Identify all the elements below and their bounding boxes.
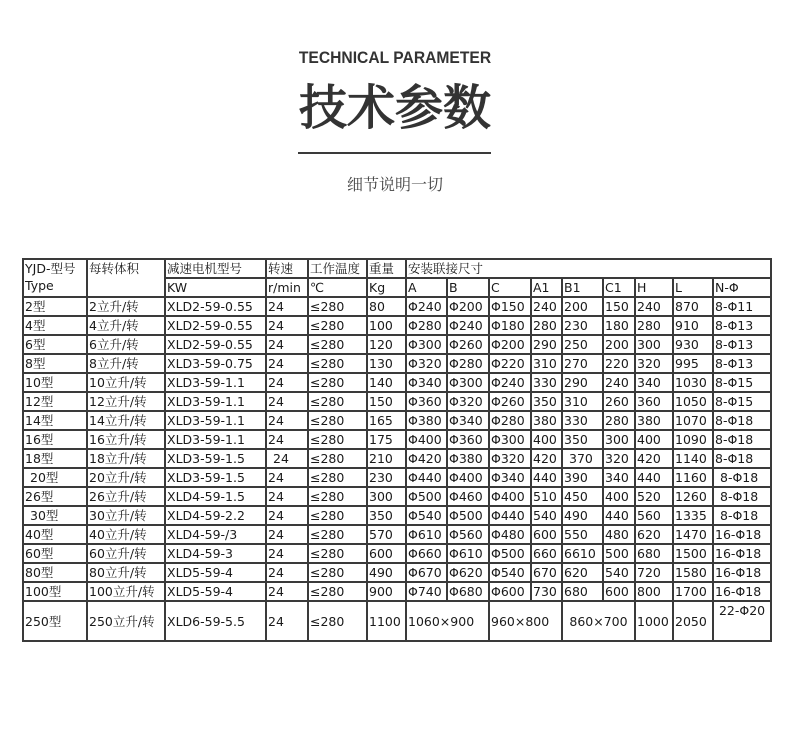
cell-a: Φ440 — [406, 468, 447, 487]
cell-h: 240 — [635, 297, 673, 316]
cell-h: 360 — [635, 392, 673, 411]
cell-motor: XLD3-59-1.5 — [165, 449, 266, 468]
cell-b: Φ380 — [447, 449, 489, 468]
cell-volume: 80立升/转 — [87, 563, 165, 582]
unit-weight: Kg — [367, 278, 406, 297]
col-a1: A1 — [531, 278, 562, 297]
cell-a1: 510 — [531, 487, 562, 506]
table-row — [23, 335, 771, 354]
cell-motor: XLD5-59-4 — [165, 582, 266, 601]
cell-h: 320 — [635, 354, 673, 373]
cell-temp: ≤280 — [308, 468, 367, 487]
cell-a: Φ610 — [406, 525, 447, 544]
cell-motor: XLD2-59-0.55 — [165, 297, 266, 316]
cell-b1: 290 — [562, 373, 603, 392]
cell-weight: 490 — [367, 563, 406, 582]
cell-speed: 24 — [266, 506, 308, 525]
cell-speed: 24 — [266, 525, 308, 544]
cell-type: 16型 — [23, 430, 87, 449]
cell-weight: 900 — [367, 582, 406, 601]
cell-l: 1470 — [673, 525, 713, 544]
cell-temp: ≤280 — [308, 297, 367, 316]
cell-h: 620 — [635, 525, 673, 544]
cell-weight: 150 — [367, 392, 406, 411]
cell-volume: 18立升/转 — [87, 449, 165, 468]
cell-motor: XLD4-59-1.5 — [165, 487, 266, 506]
cell-l: 995 — [673, 354, 713, 373]
cell-type: 14型 — [23, 411, 87, 430]
header-volume: 每转体积 — [87, 259, 165, 297]
cell-type: 6型 — [23, 335, 87, 354]
cell-speed: 24 — [266, 297, 308, 316]
cell-l: 1140 — [673, 449, 713, 468]
cell-weight: 100 — [367, 316, 406, 335]
col-b: B — [447, 278, 489, 297]
cell-c: Φ240 — [489, 373, 531, 392]
cell-c1: 500 — [603, 544, 635, 563]
cell-volume: 30立升/转 — [87, 506, 165, 525]
cell-speed: 24 — [266, 373, 308, 392]
cell-a1: 380 — [531, 411, 562, 430]
cell-a1: 600 — [531, 525, 562, 544]
cell-volume: 4立升/转 — [87, 316, 165, 335]
col-h: H — [635, 278, 673, 297]
cell-c1: 180 — [603, 316, 635, 335]
cell-b1: 310 — [562, 392, 603, 411]
cell-b: Φ680 — [447, 582, 489, 601]
cell-c: Φ180 — [489, 316, 531, 335]
cell-c1: 440 — [603, 506, 635, 525]
cell-weight: 165 — [367, 411, 406, 430]
cell-temp: ≤280 — [308, 449, 367, 468]
table-row — [23, 544, 771, 563]
cell-n-phi: 16-Φ18 — [713, 582, 771, 601]
cell-c: Φ280 — [489, 411, 531, 430]
cell-h: 300 — [635, 335, 673, 354]
cell-h: 800 — [635, 582, 673, 601]
table-row — [23, 392, 771, 411]
cell-c: Φ340 — [489, 468, 531, 487]
cell-temp: ≤280 — [308, 544, 367, 563]
table-row — [23, 411, 771, 430]
cell-type: 40型 — [23, 525, 87, 544]
cell-temp: ≤280 — [308, 354, 367, 373]
cell-n-phi: 22-Φ20 — [713, 601, 771, 641]
cell-motor: XLD3-59-0.75 — [165, 354, 266, 373]
cell-n-phi: 8-Φ15 — [713, 373, 771, 392]
cell-a1: 420 — [531, 449, 562, 468]
cell-a: Φ500 — [406, 487, 447, 506]
cell-temp: ≤280 — [308, 601, 367, 641]
cell-volume: 14立升/转 — [87, 411, 165, 430]
cell-l: 1260 — [673, 487, 713, 506]
cell-weight: 230 — [367, 468, 406, 487]
cell-a: Φ320 — [406, 354, 447, 373]
cell-b1: 350 — [562, 430, 603, 449]
cell-b1: 490 — [562, 506, 603, 525]
cell-volume: 6立升/转 — [87, 335, 165, 354]
cell-temp: ≤280 — [308, 430, 367, 449]
cell-b: Φ500 — [447, 506, 489, 525]
cell-c1: 540 — [603, 563, 635, 582]
cell-b: Φ280 — [447, 354, 489, 373]
cell-h: 280 — [635, 316, 673, 335]
cell-speed: 24 — [266, 449, 308, 468]
cell-h: 420 — [635, 449, 673, 468]
header-dims: 安装联接尺寸 — [406, 259, 771, 278]
header-speed: 转速 — [266, 259, 308, 278]
cell-a: Φ740 — [406, 582, 447, 601]
cell-l: 1090 — [673, 430, 713, 449]
cell-volume: 16立升/转 — [87, 430, 165, 449]
col-l: L — [673, 278, 713, 297]
cell-n-phi: 8-Φ13 — [713, 335, 771, 354]
cell-motor: XLD5-59-4 — [165, 563, 266, 582]
cell-a1: 240 — [531, 297, 562, 316]
cell-b1: 680 — [562, 582, 603, 601]
cell-l: 1030 — [673, 373, 713, 392]
cell-a1: 280 — [531, 316, 562, 335]
cell-b: Φ320 — [447, 392, 489, 411]
table-row — [23, 468, 771, 487]
cell-speed: 24 — [266, 601, 308, 641]
cell-b: Φ560 — [447, 525, 489, 544]
table-row — [23, 525, 771, 544]
cell-b: Φ340 — [447, 411, 489, 430]
cell-a1: 730 — [531, 582, 562, 601]
cell-n-phi: 8-Φ18 — [713, 449, 771, 468]
cell-temp: ≤280 — [308, 373, 367, 392]
header-weight: 重量 — [367, 259, 406, 278]
table-header-row — [23, 259, 771, 278]
cell-type: 2型 — [23, 297, 87, 316]
cell-c1: 280 — [603, 411, 635, 430]
cell-motor: XLD3-59-1.1 — [165, 411, 266, 430]
cell-temp: ≤280 — [308, 582, 367, 601]
cell-b1: 200 — [562, 297, 603, 316]
cell-a: Φ280 — [406, 316, 447, 335]
cell-motor: XLD2-59-0.55 — [165, 335, 266, 354]
cell-b: Φ610 — [447, 544, 489, 563]
table-row — [23, 582, 771, 601]
table-row — [23, 316, 771, 335]
cell-b: Φ240 — [447, 316, 489, 335]
unit-speed: r/min — [266, 278, 308, 297]
cell-volume: 12立升/转 — [87, 392, 165, 411]
cell-a: Φ240 — [406, 297, 447, 316]
cell-b1: 330 — [562, 411, 603, 430]
cell-l: 870 — [673, 297, 713, 316]
cell-n-phi: 8-Φ11 — [713, 297, 771, 316]
cell-motor: XLD3-59-1.5 — [165, 468, 266, 487]
cell-l: 1070 — [673, 411, 713, 430]
header-type — [23, 259, 87, 297]
cell-b: Φ200 — [447, 297, 489, 316]
table-row — [23, 430, 771, 449]
cell-c: Φ600 — [489, 582, 531, 601]
unit-motor: KW — [165, 278, 266, 297]
unit-temp: ℃ — [308, 278, 367, 297]
cell-volume: 26立升/转 — [87, 487, 165, 506]
cell-h: 680 — [635, 544, 673, 563]
cell-temp: ≤280 — [308, 316, 367, 335]
title-english: TECHNICAL PARAMETER — [298, 48, 492, 67]
cell-a-b: 1060×900 — [406, 601, 489, 641]
table-row-250 — [23, 601, 771, 641]
cell-motor: XLD4-59-2.2 — [165, 506, 266, 525]
cell-c-a1: 960×800 — [489, 601, 562, 641]
cell-c1: 220 — [603, 354, 635, 373]
cell-type: 26型 — [23, 487, 87, 506]
cell-a1: 670 — [531, 563, 562, 582]
cell-volume: 60立升/转 — [87, 544, 165, 563]
cell-motor: XLD3-59-1.1 — [165, 430, 266, 449]
cell-speed: 24 — [266, 582, 308, 601]
cell-weight: 120 — [367, 335, 406, 354]
table-row — [23, 449, 771, 468]
cell-n-phi: 8-Φ15 — [713, 392, 771, 411]
cell-n-phi: 8-Φ18 — [713, 506, 771, 525]
cell-temp: ≤280 — [308, 506, 367, 525]
cell-weight: 175 — [367, 430, 406, 449]
col-n-phi: N-Φ — [713, 278, 771, 297]
cell-c1: 150 — [603, 297, 635, 316]
cell-c: Φ540 — [489, 563, 531, 582]
cell-weight: 300 — [367, 487, 406, 506]
cell-volume: 8立升/转 — [87, 354, 165, 373]
cell-h: 520 — [635, 487, 673, 506]
cell-a: Φ360 — [406, 392, 447, 411]
cell-speed: 24 — [266, 411, 308, 430]
cell-motor: XLD4-59-/3 — [165, 525, 266, 544]
cell-a1: 540 — [531, 506, 562, 525]
cell-type: 100型 — [23, 582, 87, 601]
col-a: A — [406, 278, 447, 297]
cell-a1: 290 — [531, 335, 562, 354]
cell-weight: 80 — [367, 297, 406, 316]
cell-b: Φ460 — [447, 487, 489, 506]
cell-c: Φ400 — [489, 487, 531, 506]
cell-h: 720 — [635, 563, 673, 582]
cell-type: 250型 — [23, 601, 87, 641]
cell-b: Φ260 — [447, 335, 489, 354]
cell-l: 1500 — [673, 544, 713, 563]
cell-type: 18型 — [23, 449, 87, 468]
cell-h: 1000 — [635, 601, 673, 641]
cell-a1: 440 — [531, 468, 562, 487]
cell-c: Φ150 — [489, 297, 531, 316]
table-row — [23, 506, 771, 525]
title-divider — [298, 152, 491, 154]
cell-weight: 600 — [367, 544, 406, 563]
cell-type: 60型 — [23, 544, 87, 563]
cell-type: 4型 — [23, 316, 87, 335]
cell-volume: 250立升/转 — [87, 601, 165, 641]
cell-type: 20型 — [23, 468, 87, 487]
header-type-cn: YJD-型号 — [25, 261, 76, 276]
cell-temp: ≤280 — [308, 335, 367, 354]
cell-h: 380 — [635, 411, 673, 430]
cell-c1: 340 — [603, 468, 635, 487]
cell-a1: 330 — [531, 373, 562, 392]
cell-c1: 320 — [603, 449, 635, 468]
cell-l: 1160 — [673, 468, 713, 487]
cell-n-phi: 16-Φ18 — [713, 525, 771, 544]
cell-c: Φ200 — [489, 335, 531, 354]
cell-b1: 250 — [562, 335, 603, 354]
cell-weight: 140 — [367, 373, 406, 392]
cell-c: Φ440 — [489, 506, 531, 525]
cell-a: Φ540 — [406, 506, 447, 525]
cell-n-phi: 8-Φ18 — [713, 430, 771, 449]
cell-speed: 24 — [266, 316, 308, 335]
cell-type: 30型 — [23, 506, 87, 525]
cell-c1: 400 — [603, 487, 635, 506]
cell-a: Φ660 — [406, 544, 447, 563]
cell-b1-c1: 860×700 — [562, 601, 635, 641]
cell-motor: XLD2-59-0.55 — [165, 316, 266, 335]
table-row — [23, 563, 771, 582]
cell-type: 10型 — [23, 373, 87, 392]
header-temp: 工作温度 — [308, 259, 367, 278]
cell-speed: 24 — [266, 392, 308, 411]
cell-a: Φ400 — [406, 430, 447, 449]
title-chinese: 技术参数 — [298, 80, 491, 136]
cell-n-phi: 8-Φ13 — [713, 316, 771, 335]
cell-c1: 480 — [603, 525, 635, 544]
cell-h: 400 — [635, 430, 673, 449]
cell-c1: 200 — [603, 335, 635, 354]
cell-speed: 24 — [266, 563, 308, 582]
cell-type: 8型 — [23, 354, 87, 373]
cell-a: Φ300 — [406, 335, 447, 354]
table-row — [23, 354, 771, 373]
cell-b1: 230 — [562, 316, 603, 335]
cell-c: Φ500 — [489, 544, 531, 563]
cell-temp: ≤280 — [308, 487, 367, 506]
cell-motor: XLD3-59-1.1 — [165, 373, 266, 392]
cell-c1: 240 — [603, 373, 635, 392]
cell-h: 560 — [635, 506, 673, 525]
cell-n-phi: 8-Φ13 — [713, 354, 771, 373]
cell-c1: 260 — [603, 392, 635, 411]
cell-a: Φ670 — [406, 563, 447, 582]
cell-b: Φ400 — [447, 468, 489, 487]
col-b1: B1 — [562, 278, 603, 297]
col-c1: C1 — [603, 278, 635, 297]
table-row — [23, 297, 771, 316]
cell-b1: 390 — [562, 468, 603, 487]
cell-n-phi: 8-Φ18 — [713, 411, 771, 430]
cell-weight: 1100 — [367, 601, 406, 641]
cell-volume: 10立升/转 — [87, 373, 165, 392]
cell-a1: 310 — [531, 354, 562, 373]
cell-l: 1050 — [673, 392, 713, 411]
cell-c: Φ320 — [489, 449, 531, 468]
cell-b1: 450 — [562, 487, 603, 506]
cell-c: Φ300 — [489, 430, 531, 449]
cell-a1: 660 — [531, 544, 562, 563]
cell-type: 80型 — [23, 563, 87, 582]
cell-h: 340 — [635, 373, 673, 392]
cell-l: 2050 — [673, 601, 713, 641]
cell-b1: 270 — [562, 354, 603, 373]
cell-l: 930 — [673, 335, 713, 354]
cell-speed: 24 — [266, 544, 308, 563]
cell-c: Φ480 — [489, 525, 531, 544]
cell-a: Φ420 — [406, 449, 447, 468]
cell-b1: 6610 — [562, 544, 603, 563]
header-motor: 减速电机型号 — [165, 259, 266, 278]
cell-temp: ≤280 — [308, 525, 367, 544]
cell-b: Φ300 — [447, 373, 489, 392]
cell-l: 1700 — [673, 582, 713, 601]
cell-speed: 24 — [266, 354, 308, 373]
header-type-en: Type — [25, 278, 54, 293]
cell-a1: 350 — [531, 392, 562, 411]
cell-n-phi: 16-Φ18 — [713, 563, 771, 582]
cell-c1: 300 — [603, 430, 635, 449]
cell-motor: XLD6-59-5.5 — [165, 601, 266, 641]
cell-b: Φ360 — [447, 430, 489, 449]
spec-table — [22, 258, 772, 642]
cell-b1: 620 — [562, 563, 603, 582]
cell-a: Φ380 — [406, 411, 447, 430]
cell-weight: 570 — [367, 525, 406, 544]
table-row — [23, 373, 771, 392]
cell-temp: ≤280 — [308, 563, 367, 582]
cell-b1: 370 — [562, 449, 603, 468]
cell-h: 440 — [635, 468, 673, 487]
cell-a: Φ340 — [406, 373, 447, 392]
cell-speed: 24 — [266, 430, 308, 449]
cell-weight: 130 — [367, 354, 406, 373]
cell-temp: ≤280 — [308, 392, 367, 411]
cell-speed: 24 — [266, 468, 308, 487]
cell-volume: 40立升/转 — [87, 525, 165, 544]
cell-c: Φ220 — [489, 354, 531, 373]
cell-volume: 100立升/转 — [87, 582, 165, 601]
subtitle: 细节说明一切 — [346, 175, 443, 194]
col-c: C — [489, 278, 531, 297]
cell-speed: 24 — [266, 335, 308, 354]
cell-weight: 210 — [367, 449, 406, 468]
cell-l: 1335 — [673, 506, 713, 525]
cell-speed: 24 — [266, 487, 308, 506]
cell-l: 910 — [673, 316, 713, 335]
cell-a1: 400 — [531, 430, 562, 449]
cell-motor: XLD4-59-3 — [165, 544, 266, 563]
cell-weight: 350 — [367, 506, 406, 525]
cell-b: Φ620 — [447, 563, 489, 582]
cell-temp: ≤280 — [308, 411, 367, 430]
cell-n-phi: 8-Φ18 — [713, 487, 771, 506]
cell-volume: 2立升/转 — [87, 297, 165, 316]
cell-type: 12型 — [23, 392, 87, 411]
cell-n-phi: 8-Φ18 — [713, 468, 771, 487]
cell-c: Φ260 — [489, 392, 531, 411]
cell-c1: 600 — [603, 582, 635, 601]
cell-motor: XLD3-59-1.1 — [165, 392, 266, 411]
cell-l: 1580 — [673, 563, 713, 582]
table-row — [23, 487, 771, 506]
cell-n-phi: 16-Φ18 — [713, 544, 771, 563]
cell-volume: 20立升/转 — [87, 468, 165, 487]
cell-b1: 550 — [562, 525, 603, 544]
